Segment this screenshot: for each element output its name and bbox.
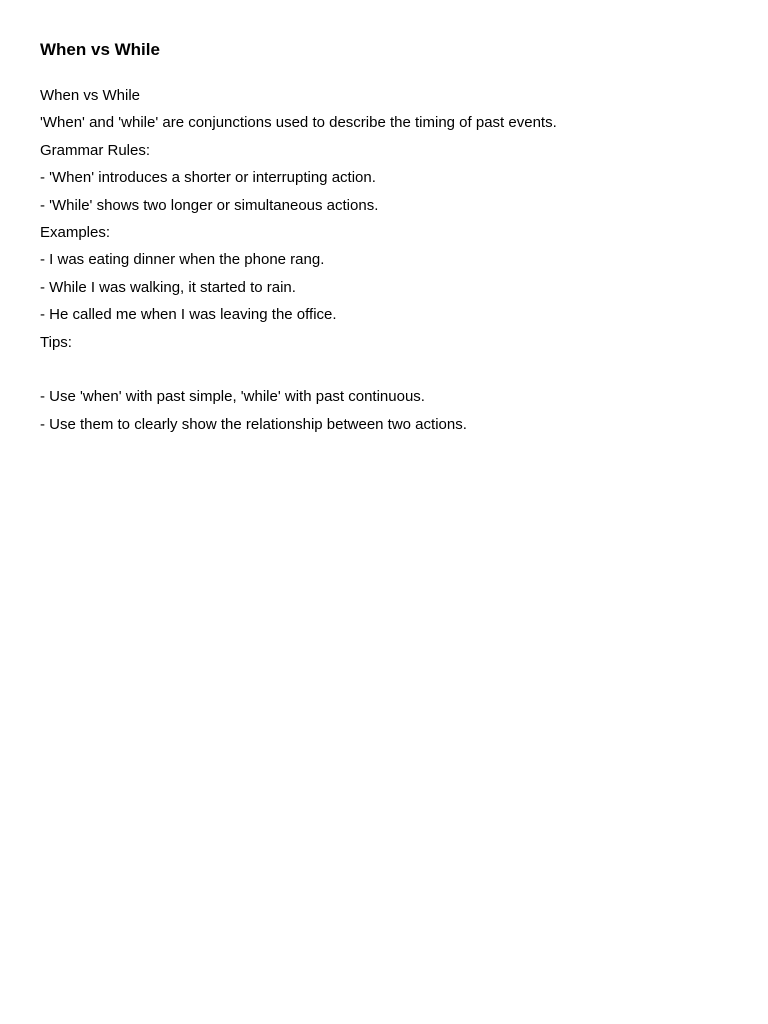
tip-item: - Use 'when' with past simple, 'while' with past continuous. xyxy=(40,388,425,406)
grammar-rule-item: - 'While' shows two longer or simultaneous actions. xyxy=(40,196,379,214)
tips-label: Tips: xyxy=(40,333,72,351)
document-body xyxy=(40,86,740,442)
examples-label: Examples: xyxy=(40,223,111,241)
grammar-rules-label: Grammar Rules: xyxy=(40,141,151,159)
grammar-rule-item: - 'When' introduces a shorter or interrupting action. xyxy=(40,169,376,187)
section-heading: When vs While xyxy=(40,87,141,104)
example-item: - He called me when I was leaving the office. xyxy=(40,306,337,324)
tip-item: - Use them to clearly show the relationship between two actions. xyxy=(40,415,467,433)
document-title: When vs While xyxy=(40,40,160,59)
blank-line xyxy=(40,360,740,387)
intro-paragraph: 'When' and 'while' are conjunctions used to describe the timing of past events. xyxy=(40,114,557,132)
example-item: - I was eating dinner when the phone rang. xyxy=(40,251,325,269)
example-item: - While I was walking, it started to rain. xyxy=(40,278,296,296)
